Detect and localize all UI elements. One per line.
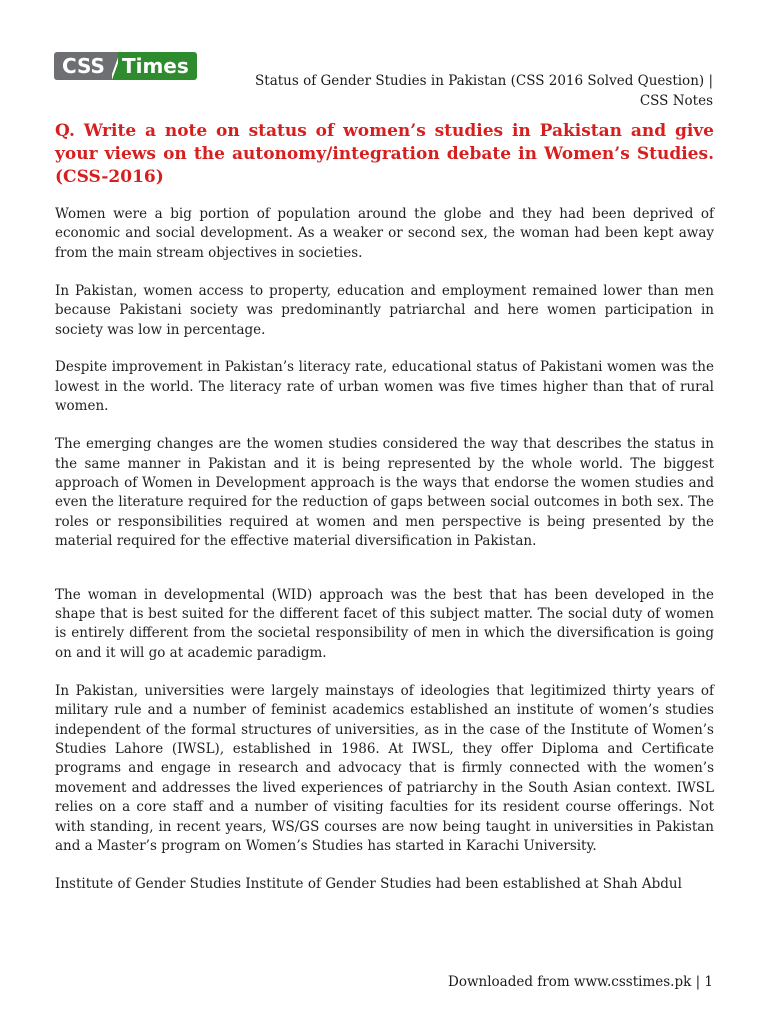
- paragraph-3: Despite improvement in Pakistan’s literacy rate, educational status of Pakistani women was the lowest in the world. The literacy rate of urban women was five times higher than that of rural women.: [55, 359, 714, 415]
- header-title-line-1: Status of Gender Studies in Pakistan (CSS 2016 Solved Question) |: [255, 73, 713, 89]
- paragraph-4: The emerging changes are the women studies considered the way that describes the status in the same manner in Pakistan and it is being represented by the whole world. The biggest approach of Women in Development approach is the ways that endorse the women studies and even the literature required for the reduction of gaps between social outcomes in both sex. The roles or responsibilities required at women and men perspective is being presented by the material required for the effective material diversification in Pakistan.: [55, 436, 714, 550]
- paragraph-2: In Pakistan, women access to property, education and employment remained lower than men because Pakistani society was predominantly patriarchal and here women participation in society was low in percentage.: [55, 282, 714, 338]
- document-header-title: [193, 71, 713, 111]
- page-footer: Downloaded from www.csstimes.pk | 1: [448, 974, 713, 990]
- csstimes-logo: [54, 52, 197, 80]
- paragraph-1: Women were a big portion of population around the globe and they had been deprived of economic and social development. As a weaker or second sex, the woman had been kept away from the main stream objectives in societies.: [55, 206, 714, 261]
- question-heading: Q. Write a note on status of women’s studies in Pakistan and give your views on the autonomy/integration debate in Women’s Studies. (CSS-2016): [55, 121, 714, 187]
- logo-text-css: CSS: [54, 52, 112, 80]
- paragraph-5: The woman in developmental (WID) approach was the best that has been developed in the shape that is best suited for the different facet of this subject matter. The social duty of women is entirely different from the societal responsibility of men in which the diversification is going on and it will go at academic paradigm.: [55, 586, 714, 661]
- article-body: [55, 205, 714, 913]
- paragraph-7: Institute of Gender Studies Institute of Gender Studies had been established at Shah Abdul: [55, 875, 682, 892]
- logo-text-times: Times: [118, 52, 197, 80]
- header-title-line-2: CSS Notes: [639, 93, 713, 109]
- paragraph-6: In Pakistan, universities were largely mainstays of ideologies that legitimized thirty years of military rule and a number of feminist academics established an institute of women’s studies independent of the formal structures of universities, as in the case of the Institute of Women’s Studies Lahore (IWSL), established in 1986. At IWSL, they offer Diploma and Certificate programs and engage in research and advocacy that is firmly connected with the women’s movement and addresses the lived experiences of patriarchy in the South Asian context. IWSL relies on a core staff and a number of visiting faculties for its resident course offerings. Not with standing, in recent years, WS/GS courses are now being taught in universities in Pakistan and a Master’s program on Women’s Studies has started in Karachi University.: [55, 682, 714, 854]
